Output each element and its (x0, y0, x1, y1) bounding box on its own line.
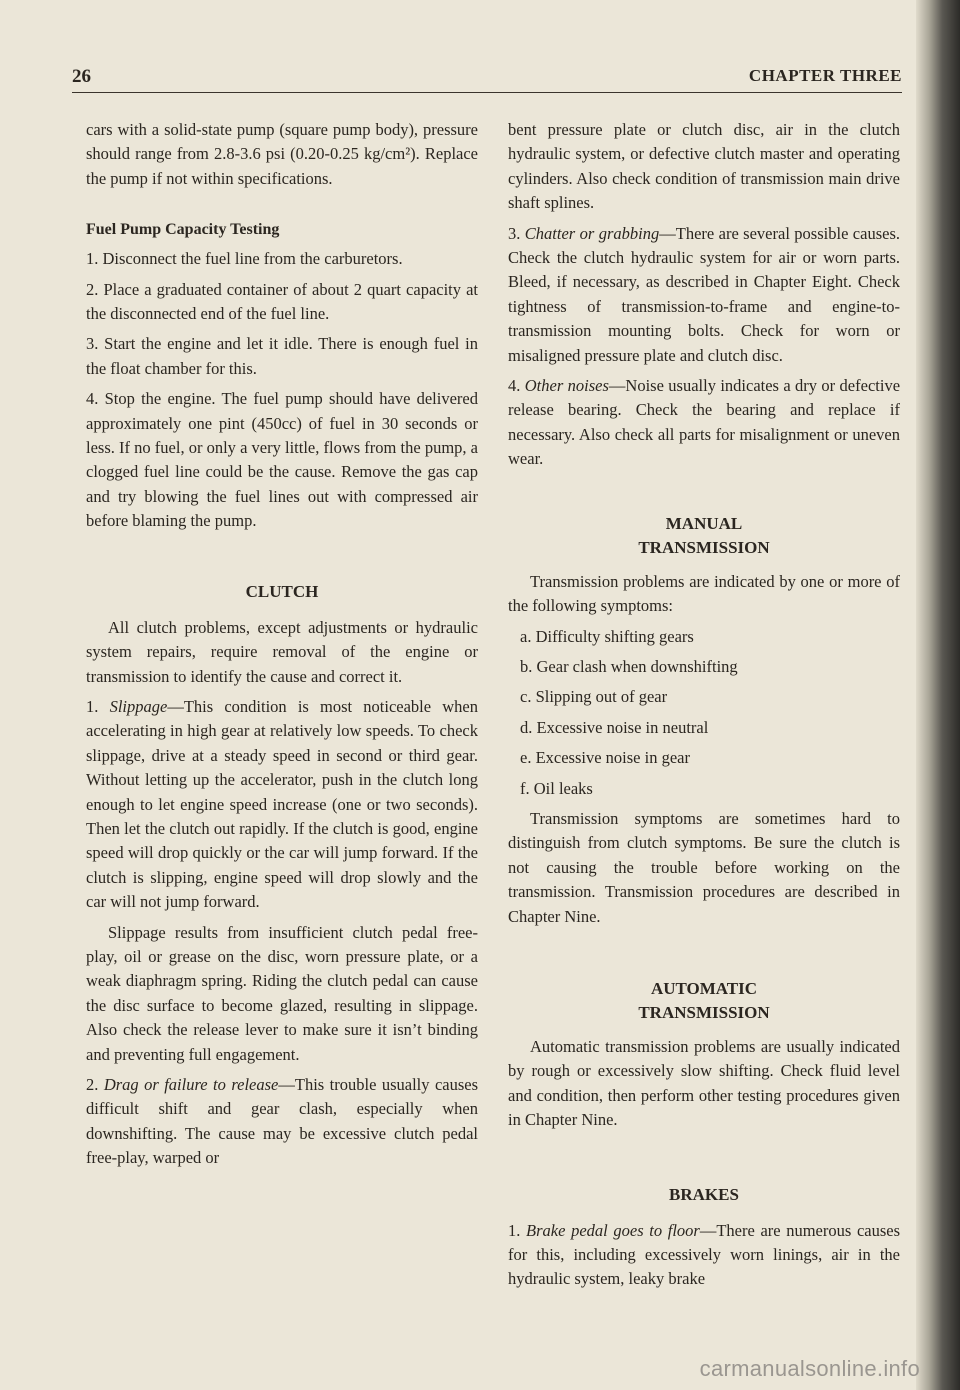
header-rule (72, 92, 902, 93)
left-column (86, 118, 478, 1177)
noise-paragraph (508, 374, 900, 472)
page-header (72, 66, 902, 88)
brakes-heading: BRAKES (669, 1184, 739, 1204)
slippage-paragraph (86, 695, 478, 915)
noise-text: —Noise usually indicates a dry or defective release bearing. Check the bearing and replace if necessary. Also check all parts for misalignment or uneven wear. (508, 376, 901, 469)
chatter-paragraph (508, 222, 900, 368)
watermark-text: carmanualsonline.info (699, 1356, 920, 1381)
manual-intro: Transmission problems are indicated by one or more of the following symptoms: (508, 571, 900, 616)
manual-outro: Transmission symptoms are sometimes hard to distinguish from clutch symptoms. Be sure the clutch is not causing the trouble before working on the transmission. Transmission procedures are described in Chapter Nine. (508, 808, 900, 926)
slippage-number: 1. (86, 696, 110, 716)
automatic-transmission-heading (508, 977, 900, 1025)
noise-term: Other noises (524, 376, 609, 396)
page-edge-shadow (916, 0, 960, 1390)
symptom-item: b. Gear clash when downshifting (520, 656, 738, 676)
auto-heading-line-2: TRANSMISSION (638, 1002, 770, 1022)
slippage-term: Slippage (109, 696, 168, 716)
drag-term: Drag or failure to release (103, 1075, 279, 1094)
drag-number: 2. (86, 1075, 104, 1094)
symptom-item: c. Slipping out of gear (520, 687, 668, 707)
right-column (508, 118, 900, 1298)
symptom-item: e. Excessive noise in gear (520, 748, 690, 768)
clutch-heading: CLUTCH (245, 581, 319, 601)
chatter-text: —There are several possible causes. Check the clutch hydraulic system for air or worn parts. Bleed, if necessary, as described in Chapter Eight. Check tightness of transmission-to-frame and engine-to-transmission mounting bolts. Check for worn or misaligned pressure plate and clutch disc. (508, 223, 900, 365)
chapter-title: CHAPTER THREE (748, 66, 902, 85)
automatic-text: Automatic transmission problems are usually indicated by rough or excessively slow shifting. Check fluid level and condition, then perform other testing procedures given in Chapter Nine. (508, 1036, 900, 1130)
brake-term: Brake pedal goes to floor (526, 1220, 700, 1240)
page-number: 26 (72, 66, 91, 87)
slippage-text: —This condition is most noticeable when accelerating in high gear at relatively low speeds. To check slippage, drive at a steady speed in second or third gear. Without letting up the accelerator, push in the clutch long enough to let engine speed increase (one or two seconds). Then let the clutch out rapidly. If the clutch is good, engine speed will drop quickly or the car will jump forward. If the clutch is slipping, engine speed will drop slowly and the car will not jump forward. (86, 696, 479, 912)
brake-number: 1. (508, 1220, 527, 1240)
noise-number: 4. (508, 376, 525, 396)
brake-text: —There are numerous causes for this, including excessively worn linings, air in the hydraulic system, leaky brake (508, 1220, 901, 1289)
intro-paragraph: cars with a solid-state pump (square pump body), pressure should range from 2.8-3.6 psi (0.20-0.25 kg/cm²). Replace the pump if not within specifications. (86, 120, 478, 188)
chatter-number: 3. (508, 223, 525, 243)
slippage-paragraph-2: Slippage results from insufficient clutch pedal free-play, oil or grease on the disc, worn pressure plate, or a weak diaphragm spring. Riding the clutch pedal can cause the disc surface to become glazed, resulting in slippage. Also check the release lever to make sure it isn’t binding and preventing full engagement. (86, 922, 478, 1064)
auto-heading-line-1: AUTOMATIC (650, 978, 758, 998)
drag-text: —This trouble usually causes difficult shift and gear clash, especially when downshifting. The cause may be excessive clutch pedal free-play, warped or (86, 1075, 479, 1168)
fuel-step-4: 4. Stop the engine. The fuel pump should have delivered approximately one pint (450cc) of fuel in 30 seconds or less. If no fuel, or only a very little, flows from the pump, a clogged fuel line could be the cause. Remove the gas cap and try blowing the fuel lines out with compressed air before blaming the pump. (86, 389, 478, 531)
fuel-pump-heading: Fuel Pump Capacity Testing (86, 221, 280, 239)
symptom-item: f. Oil leaks (520, 778, 593, 798)
brake-paragraph (508, 1219, 900, 1292)
fuel-step-1: 1. Disconnect the fuel line from the carburetors. (86, 249, 403, 269)
manual-heading-line-1: MANUAL (665, 513, 743, 533)
drag-continued: bent pressure plate or clutch disc, air in the clutch hydraulic system, or defective clutch master and operating cylinders. Also check condition of transmission main drive shaft splines. (508, 120, 900, 213)
manual-heading-line-2: TRANSMISSION (638, 537, 770, 557)
fuel-step-2: 2. Place a graduated container of about 2 quart capacity at the disconnected end of the fuel line. (86, 279, 478, 324)
symptom-item: a. Difficulty shifting gears (520, 626, 694, 646)
drag-paragraph (86, 1073, 478, 1171)
chatter-term: Chatter or grabbing (524, 223, 660, 243)
symptom-item: d. Excessive noise in neutral (520, 717, 709, 737)
clutch-intro: All clutch problems, except adjustments or hydraulic system repairs, require removal of the engine or transmission to identify the cause and correct it. (86, 617, 478, 686)
fuel-step-3: 3. Start the engine and let it idle. There is enough fuel in the float chamber for this. (86, 334, 478, 378)
manual-transmission-heading (508, 512, 900, 560)
